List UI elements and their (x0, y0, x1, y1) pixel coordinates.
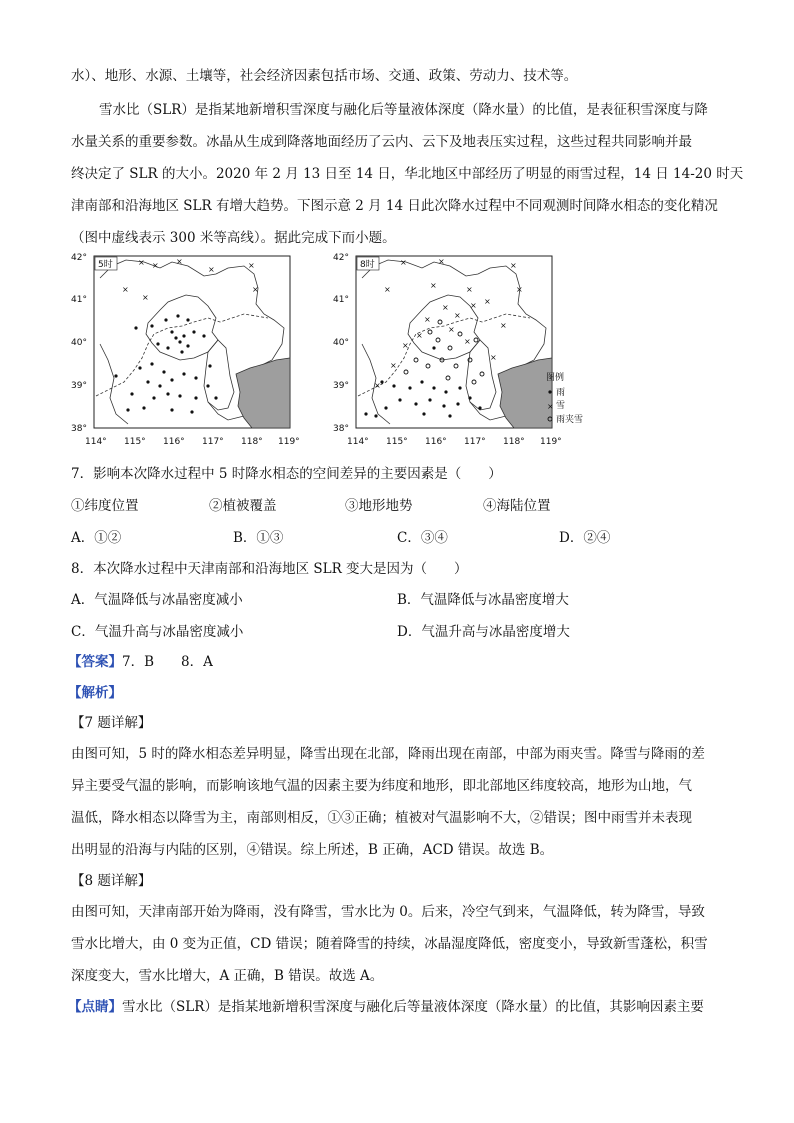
svg-text:×: × (390, 361, 397, 370)
passage-line-2: 水量关系的重要参数。冰晶从生成到降落地面经历了云内、云下及地表压实过程，这些过程共同影响并最 (71, 134, 692, 150)
detail7-line: 出明显的沿海与内陆的区别，④错误。综上所述，B 正确，ACD 错误。故选 B。 (71, 842, 554, 858)
svg-text:×: × (500, 321, 507, 330)
svg-text:×: × (208, 265, 215, 274)
precipitation-maps-figure (68, 248, 668, 458)
svg-text:×: × (416, 331, 423, 340)
svg-text:×: × (402, 341, 409, 350)
detail8-label: 【8 题详解】 (71, 873, 152, 889)
legend-rain: 雨 (556, 388, 566, 398)
svg-text:×: × (466, 285, 473, 294)
q8-stem: 8．本次降水过程中天津南部和沿海地区 SLR 变大是因为（ ） (71, 561, 468, 577)
q8-option-a: A．气温降低与冰晶密度减小 (71, 592, 243, 608)
detail7-line: 由图可知，5 时的降水相态差异明显，降雪出现在北部，降雨出现在南部，中部为雨夹雪。降雪与降雨的差 (71, 746, 705, 762)
comment-row (68, 997, 704, 1017)
answer-label: 【答案】 (68, 654, 122, 670)
svg-text:×: × (138, 258, 145, 267)
legend-snow: 雪 (556, 401, 566, 411)
detail8-line: 深度变大，雪水比增大，A 正确，B 错误。故选 A。 (71, 968, 384, 984)
detail8-line: 由图可知，天津南部开始为降雨，没有降雪，雪水比为 0。后来，冷空气到来，气温降低，转为降雪，导致 (71, 904, 705, 920)
comment-text: 雪水比（SLR）是指某地新增积雪深度与融化后等量液体深度（降水量）的比值，其影响因素主要 (122, 999, 704, 1015)
legend-title: 图例 (546, 373, 565, 383)
svg-text:×: × (176, 257, 183, 266)
q7-option-d: D．②④ (559, 530, 611, 546)
q7-option-c: C．③④ (397, 530, 448, 546)
answer-row (68, 652, 213, 672)
intro-tail: 水）、地形、水源、土壤等，社会经济因素包括市场、交通、政策、劳动力、技术等。 (71, 68, 578, 84)
svg-text:×: × (248, 261, 255, 270)
svg-text:×: × (470, 301, 477, 310)
comment-label: 【点睛】 (68, 999, 122, 1015)
passage-line-1: 雪水比（SLR）是指某地新增积雪深度与融化后等量液体深度（降水量）的比值，是表征积雪深度与降 (99, 102, 708, 118)
detail8-line: 雪水比增大，由 0 变为正值，CD 错误；随着降雪的持续，冰晶湿度降低，密度变小，导致新雪蓬松，积雪 (71, 936, 708, 952)
q8-option-d: D．气温升高与冰晶密度增大 (397, 624, 570, 640)
q7-factor: ③地形地势 (345, 498, 413, 514)
svg-text:×: × (516, 285, 523, 294)
detail7-line: 温低，降水相态以降雪为主，南部则相反，①③正确；植被对气温影响不大，②错误；图中雨雪并未表现 (71, 810, 692, 826)
q7-factor: ①纬度位置 (71, 498, 139, 514)
q8-option-b: B．气温降低与冰晶密度增大 (397, 592, 569, 608)
svg-text:×: × (122, 285, 129, 294)
legend-snow-icon: × (547, 402, 554, 411)
analysis-label: 【解析】 (68, 685, 122, 701)
svg-text:×: × (438, 257, 445, 266)
svg-text:×: × (374, 381, 381, 390)
q7-stem: 7．影响本次降水过程中 5 时降水相态的空间差异的主要因素是（ ） (71, 466, 502, 482)
svg-text:×: × (384, 285, 391, 294)
legend-rain-icon (548, 390, 551, 393)
map-8h (333, 253, 565, 447)
map-5h (71, 253, 300, 447)
q8-option-c: C．气温升高与冰晶密度减小 (71, 624, 244, 640)
passage-line-3: 终决定了 SLR 的大小。2020 年 2 月 13 日至 14 日，华北地区中部经历了明显的雨雪过程，14 日 14-20 时天 (71, 166, 744, 182)
svg-text:×: × (484, 297, 491, 306)
svg-text:×: × (430, 281, 437, 290)
svg-text:×: × (448, 325, 455, 334)
q7-option-b: B．①③ (233, 530, 284, 546)
q7-factor: ②植被覆盖 (209, 498, 277, 514)
q7-option-a: A．①② (71, 530, 122, 546)
svg-text:×: × (510, 261, 517, 270)
svg-text:×: × (442, 303, 449, 312)
svg-text:×: × (400, 258, 407, 267)
answer-text: 7．B 8．A (122, 654, 213, 670)
map-time-label: 8时 (360, 260, 375, 270)
map-time-label: 5时 (98, 260, 113, 270)
svg-text:×: × (424, 315, 431, 324)
svg-text:×: × (454, 311, 461, 320)
svg-text:×: × (152, 261, 159, 270)
passage-line-5: （图中虚线表示 300 米等高线）。据此完成下而小题。 (71, 230, 396, 246)
detail7-label: 【7 题详解】 (71, 715, 152, 731)
legend-sleet: 雨夹雪 (556, 415, 584, 425)
passage-line-4: 津南部和沿海地区 SLR 有增大趋势。下图示意 2 月 14 日此次降水过程中不同观测时间降水相态的变化精况 (71, 198, 718, 214)
svg-text:×: × (490, 353, 497, 362)
q7-factor: ④海陆位置 (483, 498, 551, 514)
svg-text:×: × (252, 285, 259, 294)
svg-text:×: × (142, 293, 149, 302)
detail7-line: 异主要受气温的影响，而影响该地气温的因素主要为纬度和地形，即北部地区纬度较高，地形为山地，气 (71, 778, 692, 794)
svg-text:×: × (464, 337, 471, 346)
